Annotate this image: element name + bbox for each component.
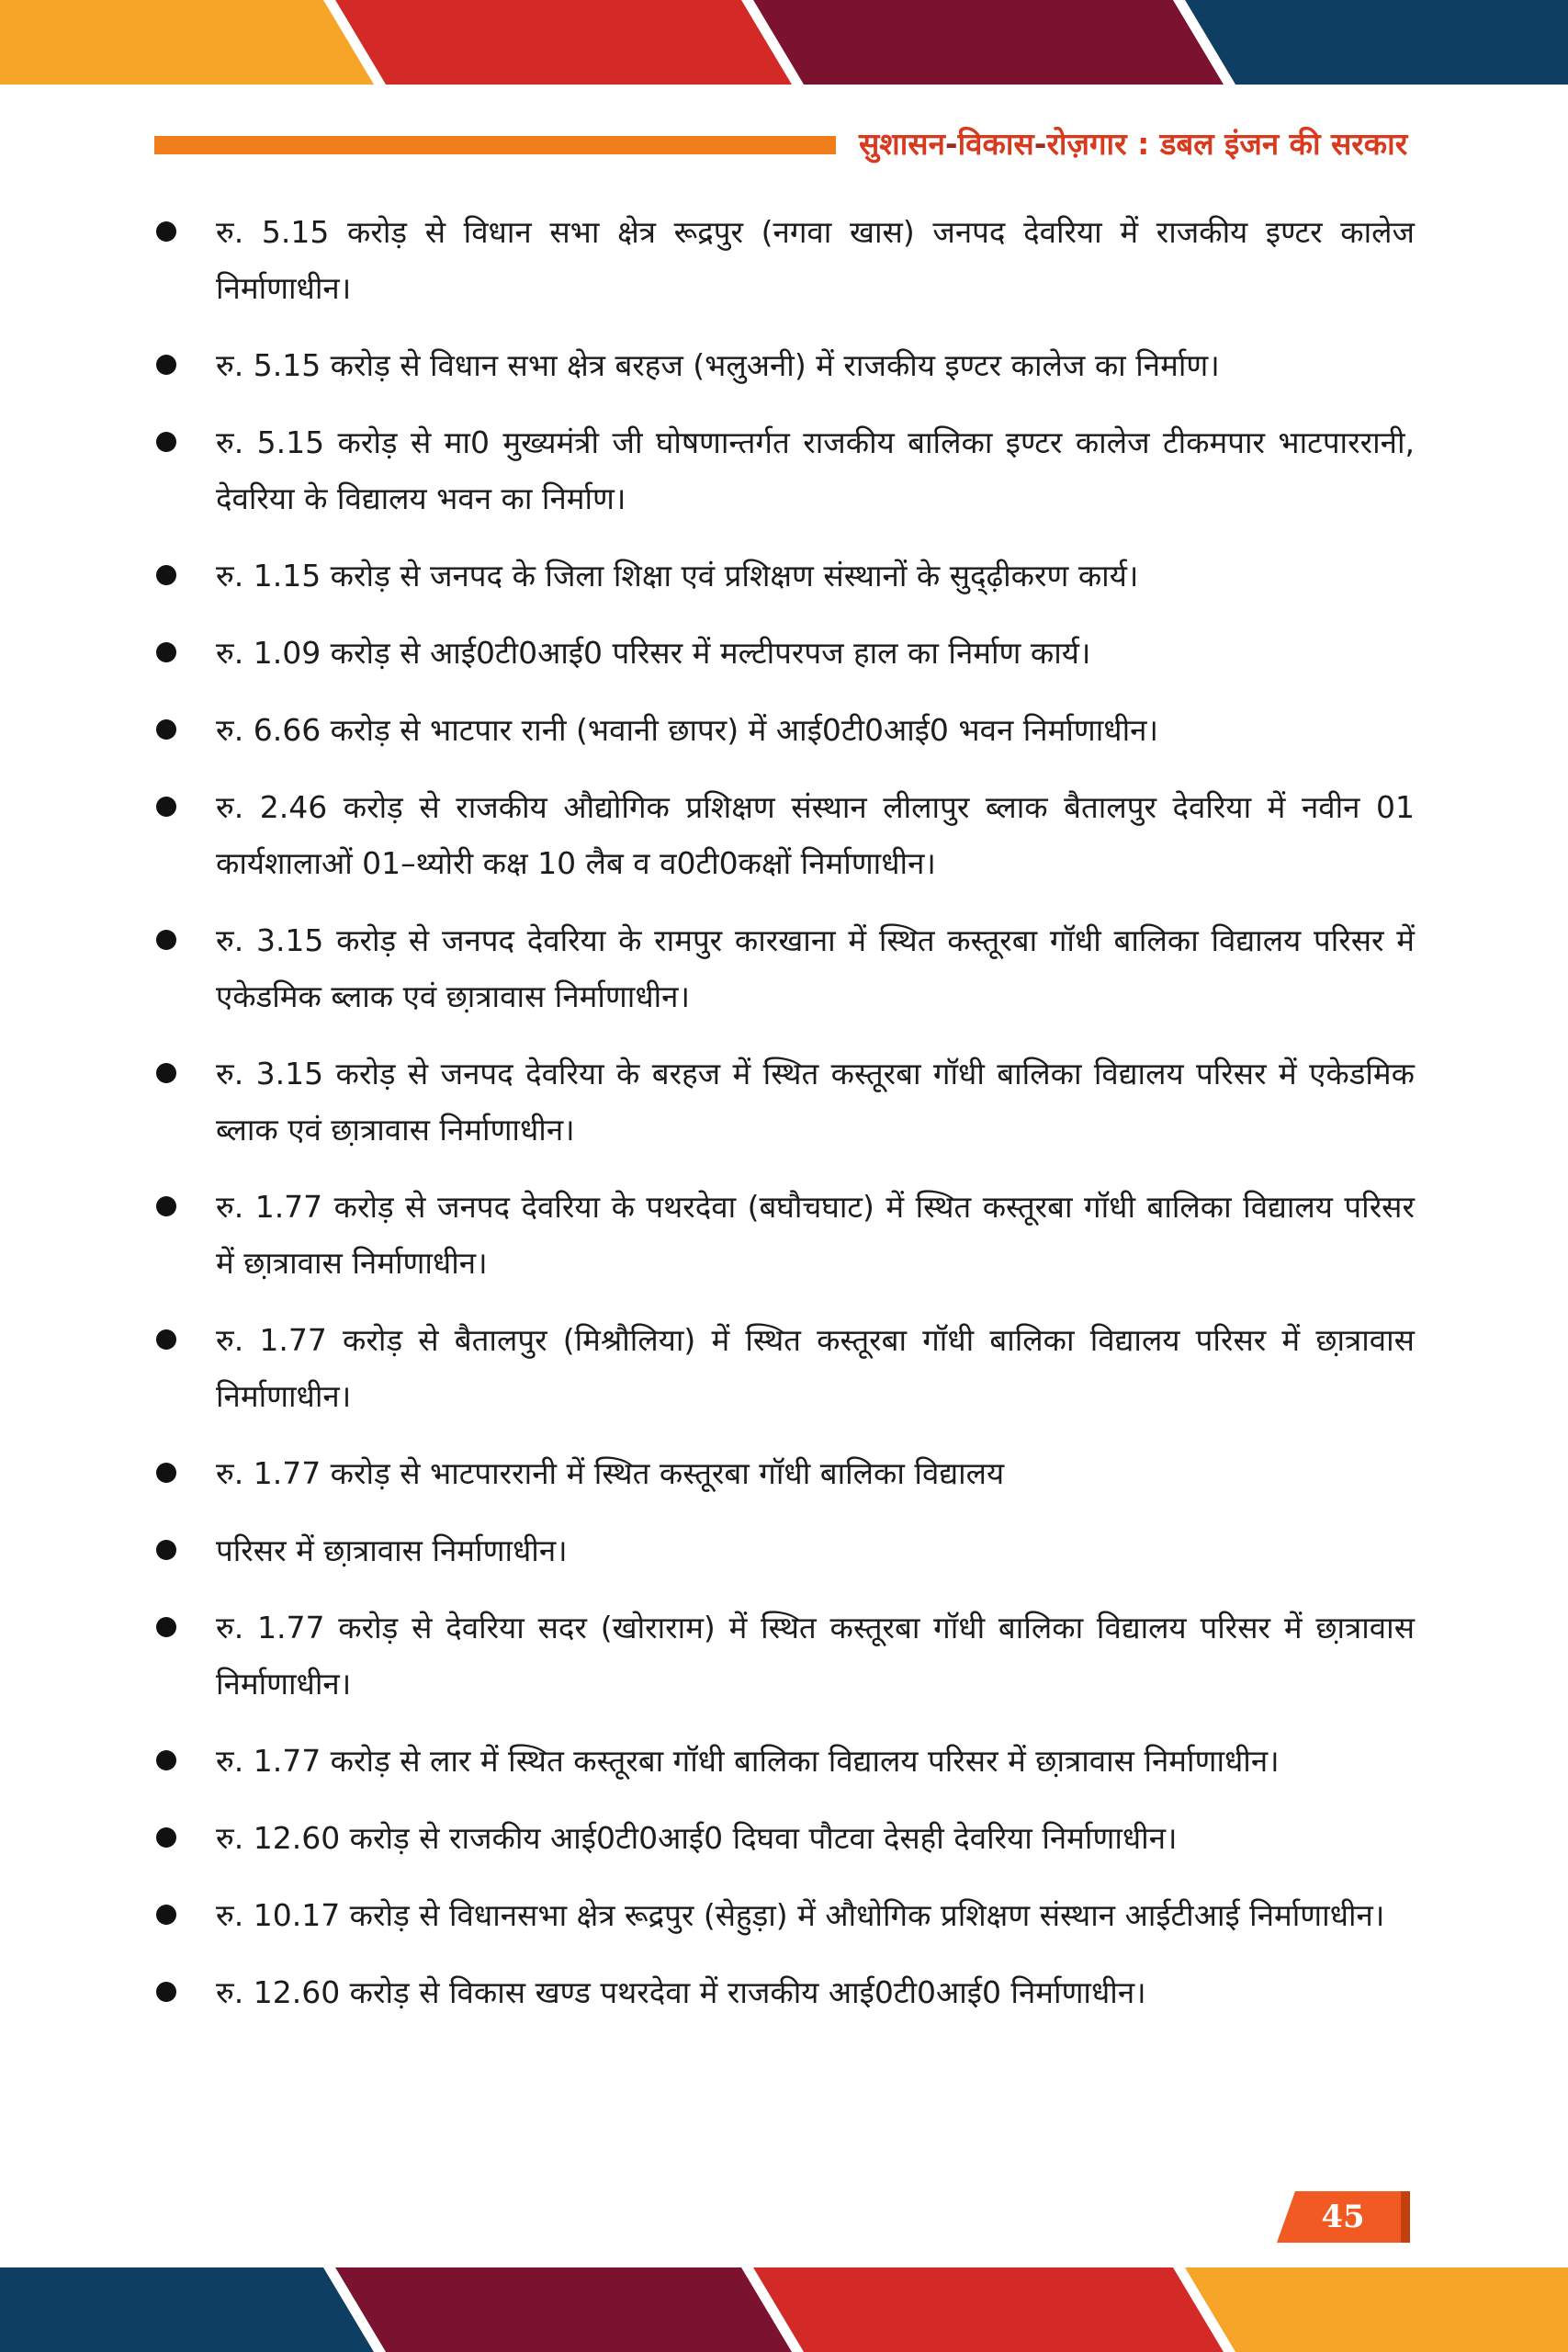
- list-item-text: रु. 1.77 करोड़ से बैतालपुर (मिश्रौलिया) में स्थित कस्तूरबा गॉधी बालिका विद्यालय परिसर में छा़त्रावास निर्माणाधीन।: [216, 1322, 1415, 1414]
- list-item: [156, 1887, 1415, 1943]
- list-item-text: रु. 5.15 करोड़ से विधान सभा क्षेत्र रूद्रपुर (नगवा खास) जनपद देवरिया में राजकीय इण्टर कालेज निर्माणाधीन।: [216, 214, 1415, 306]
- bullet-icon: [156, 1540, 176, 1560]
- list-item: [156, 1733, 1415, 1789]
- bullet-icon: [156, 1827, 176, 1848]
- list-item: [156, 548, 1415, 604]
- list-item: [156, 1964, 1415, 2020]
- list-item: [156, 1046, 1415, 1158]
- header-title-part2: विकास: [957, 126, 1034, 162]
- header-rule: [154, 136, 836, 154]
- list-item-text: रु. 3.15 करोड़ से जनपद देवरिया के बरहज में स्थित कस्तूरबा गॉधी बालिका विद्यालय परिसर में एकेडमिक ब्लाक एवं छा़त्रावास निर्माणाधीन।: [216, 1056, 1415, 1148]
- list-item: [156, 625, 1415, 681]
- list-item: [156, 414, 1415, 526]
- list-item: [156, 1445, 1415, 1501]
- bullet-icon: [156, 1617, 176, 1637]
- bullet-icon: [156, 1196, 176, 1216]
- bullet-icon: [156, 1905, 176, 1925]
- list-item-text: रु. 12.60 करोड़ से विकास खण्ड पथरदेवा में राजकीय आई0टी0आई0 निर्माणाधीन।: [216, 1974, 1146, 2010]
- list-item: [156, 1600, 1415, 1712]
- page-number: 45: [1321, 2199, 1365, 2235]
- list-item: [156, 1179, 1415, 1291]
- top-decorative-band: [0, 0, 1568, 85]
- list-item-text: रु. 10.17 करोड़ से विधानसभा क्षेत्र रूद्रपुर (सेहुड़ा) में औधोगिक प्रशिक्षण संस्थान आईटीआई निर्माणाधीन।: [216, 1897, 1385, 1933]
- list-item-text: परिसर में छा़त्रावास निर्माणाधीन।: [216, 1532, 568, 1568]
- list-item-text: रु. 5.15 करोड़ से मा0 मुख्यमंत्री जी घोषणान्तर्गत राजकीय बालिका इण्टर कालेज टीकमपार भाटपाररानी, देवरिया के विद्यालय भवन का निर्माण।: [216, 424, 1415, 516]
- bullet-icon: [156, 432, 176, 452]
- list-item-text: रु. 1.77 करोड़ से जनपद देवरिया के पथरदेवा (बघौचघाट) में स्थित कस्तूरबा गॉधी बालिका विद्यालय परिसर में छा़त्रावास निर्माणाधीन।: [216, 1189, 1415, 1281]
- list-item: [156, 1312, 1415, 1424]
- header-title-part1: सुशासन: [859, 126, 945, 162]
- list-item: [156, 779, 1415, 891]
- list-item-text: रु. 3.15 करोड़ से जनपद देवरिया के रामपुर कारखाना में स्थित कस्तूरबा गॉधी बालिका विद्यालय परिसर में एकेडमिक ब्लाक एवं छा़त्रावास निर्माणाधीन।: [216, 922, 1415, 1014]
- list-item: [156, 1522, 1415, 1578]
- list-item-text: रु. 1.77 करोड़ से लार में स्थित कस्तूरबा गॉधी बालिका विद्यालय परिसर में छा़त्रावास निर्माणाधीन।: [216, 1743, 1280, 1779]
- header-title-part3: रोज़गार : डबल इंजन की सरकार: [1046, 126, 1408, 162]
- header-separator-1: -: [944, 126, 958, 162]
- list-item: [156, 204, 1415, 316]
- bullet-icon: [156, 221, 176, 242]
- list-item-text: रु. 6.66 करोड़ से भाटपार रानी (भवानी छापर) में आई0टी0आई0 भवन निर्माणाधीन।: [216, 712, 1158, 748]
- list-item-text: रु. 1.77 करोड़ से भाटपाररानी में स्थित कस्तूरबा गॉधी बालिका विद्यालय: [216, 1455, 1005, 1491]
- bullet-icon: [156, 930, 176, 950]
- header-title: [859, 121, 1424, 167]
- list-item: [156, 337, 1415, 393]
- list-item-text: रु. 2.46 करोड़ से राजकीय औद्योगिक प्रशिक्षण संस्थान लीलापुर ब्लाक बैतालपुर देवरिया में नवीन 01 कार्यशालाओं 01–थ्योरी कक्ष 10 लैब व व0टी0कक्षों निर्माणाधीन।: [216, 789, 1415, 881]
- bullet-icon: [156, 1329, 176, 1350]
- list-item-text: रु. 12.60 करोड़ से राजकीय आई0टी0आई0 दिघवा पौटवा देसही देवरिया निर्माणाधीन।: [216, 1820, 1178, 1856]
- bullet-icon: [156, 565, 176, 585]
- bullet-icon: [156, 1982, 176, 2002]
- bullet-icon: [156, 642, 176, 662]
- list-item: [156, 1810, 1415, 1866]
- bullet-icon: [156, 797, 176, 817]
- bullet-icon: [156, 355, 176, 375]
- bullet-icon: [156, 1750, 176, 1770]
- list-item-text: रु. 1.77 करोड़ से देवरिया सदर (खोराराम) में स्थित कस्तूरबा गॉधी बालिका विद्यालय परिसर में छा़त्रावास निर्माणाधीन।: [216, 1610, 1415, 1702]
- bullet-icon: [156, 1063, 176, 1083]
- list-item: [156, 702, 1415, 758]
- list-item-text: रु. 1.15 करोड़ से जनपद के जिला शिक्षा एवं प्रशिक्षण संस्थानों के सुद्ढ़ीकरण कार्य।: [216, 558, 1139, 594]
- bullet-icon: [156, 719, 176, 740]
- list-item-text: रु. 5.15 करोड़ से विधान सभा क्षेत्र बरहज (भलुअनी) में राजकीय इण्टर कालेज का निर्माण।: [216, 347, 1220, 383]
- bullet-icon: [156, 1463, 176, 1483]
- bottom-decorative-band: [0, 2267, 1568, 2352]
- list-item: [156, 912, 1415, 1024]
- list-item-text: रु. 1.09 करोड़ से आई0टी0आई0 परिसर में मल्टीपरपज हाल का निर्माण कार्य।: [216, 635, 1091, 671]
- bullet-list: [156, 204, 1415, 2041]
- header-separator-2: -: [1033, 126, 1047, 162]
